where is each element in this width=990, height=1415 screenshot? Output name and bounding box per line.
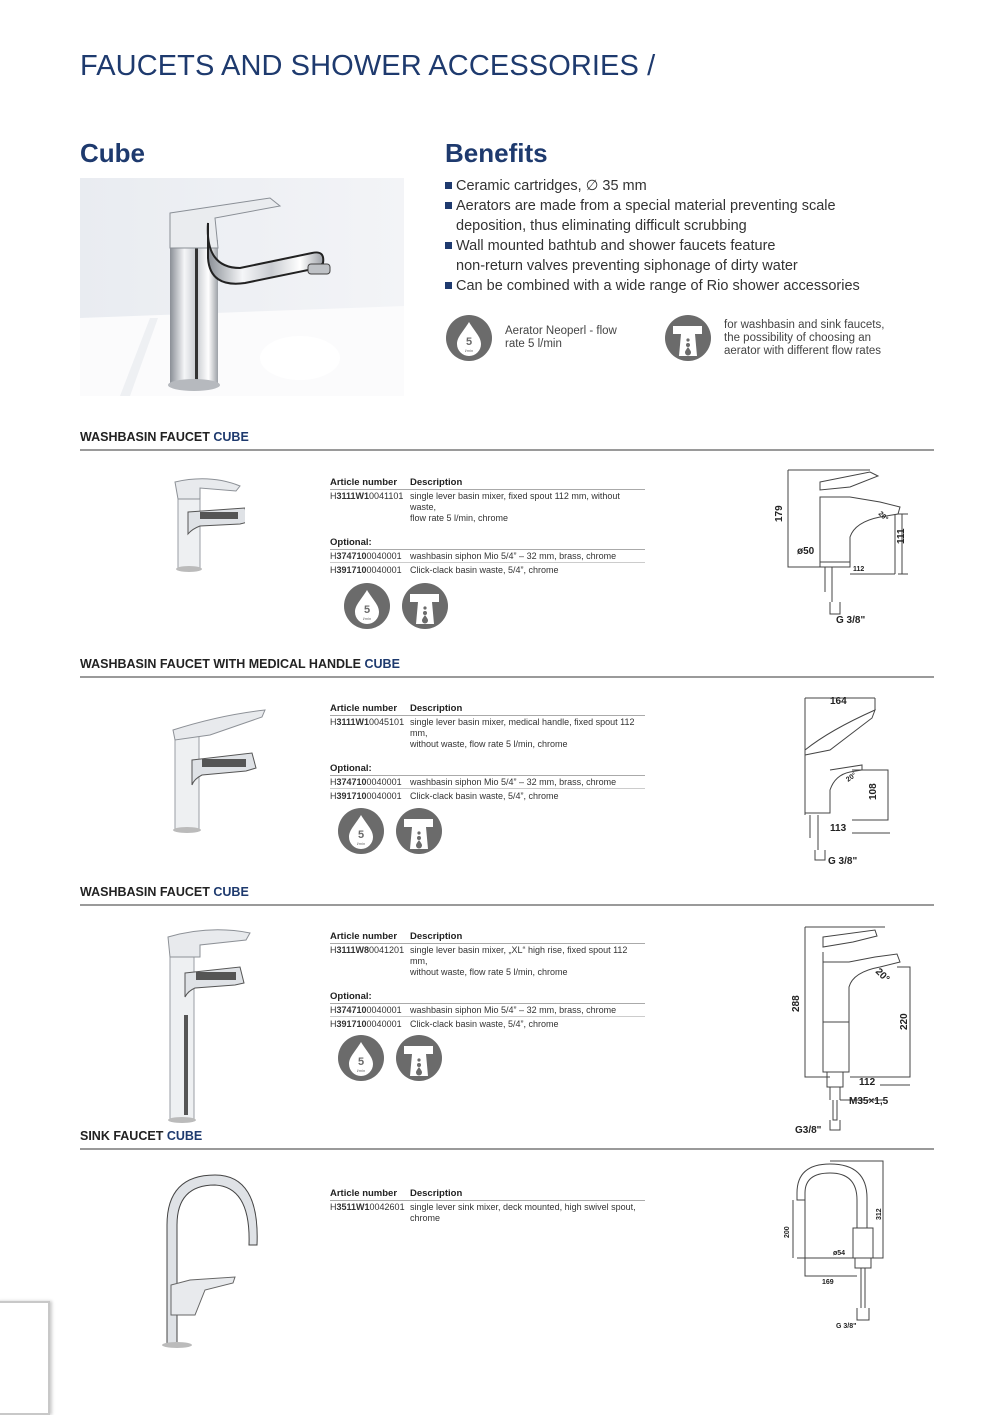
col-header-description: Description: [410, 931, 463, 942]
article-description: washbasin siphon Mio 5/4” – 32 mm, brass, chrome: [410, 1005, 617, 1015]
svg-text:l/min: l/min: [356, 841, 366, 846]
dim-diameter: ø50: [797, 546, 815, 557]
benefit-item: [445, 176, 905, 196]
section-brand: CUBE: [364, 657, 400, 671]
col-header-article: Article number: [330, 931, 398, 942]
dim-spout-height: 220: [899, 1013, 910, 1030]
feature-icons: [337, 1034, 443, 1082]
section-brand: CUBE: [213, 430, 249, 444]
section-brand: CUBE: [166, 1129, 203, 1143]
feature-icons: [343, 582, 449, 630]
dim-reach: 169: [822, 1279, 834, 1286]
table-row: [330, 1004, 645, 1017]
col-header-description: Description: [410, 703, 463, 714]
col-header-article: Article number: [330, 703, 398, 714]
section-brand: CUBE: [213, 885, 249, 899]
svg-text:5: 5: [357, 1056, 365, 1068]
article-number: H3747100040001: [330, 1005, 402, 1015]
product-photo: [170, 474, 245, 579]
section-heading: [80, 885, 934, 906]
dim-height: 288: [791, 995, 802, 1012]
aerator-flow-options-icon: [395, 1034, 443, 1082]
article-number: H3111W10045101: [330, 717, 405, 727]
dim-reach: 113: [830, 823, 847, 834]
page-tab-decoration: [0, 1301, 50, 1415]
dim-reach: 112: [853, 566, 865, 573]
article-number: H3111W10041101: [330, 491, 404, 501]
article-table: [330, 1188, 645, 1224]
svg-text:5: 5: [363, 604, 371, 616]
col-header-description: Description: [410, 477, 463, 488]
article-description: washbasin siphon Mio 5/4” – 32 mm, brass, chrome: [410, 777, 617, 787]
benefit-text: Can be combined with a wide range of Rio shower accessories: [456, 278, 860, 294]
article-description: single lever basin mixer, medical handle, fixed spout 112 mm, without waste, flow rate 5 l/min, chrome: [410, 717, 635, 749]
table-row: [330, 789, 645, 801]
benefit-text-cont: non-return valves preventing siphonage of dirty water: [456, 258, 798, 274]
product-line-heading: Cube: [80, 138, 145, 168]
dim-reach: 112: [859, 1077, 876, 1088]
benefit-text: Wall mounted bathtub and shower faucets feature: [456, 238, 776, 254]
article-number: H3917100040001: [330, 791, 402, 801]
benefits-heading: Benefits: [445, 138, 548, 168]
table-row: [330, 490, 645, 524]
feature-text: [724, 319, 884, 358]
product-photo: [145, 1165, 275, 1355]
dim-thread: G 3/8": [836, 615, 866, 626]
section-heading: [80, 657, 934, 678]
benefits-list: [445, 176, 905, 296]
svg-text:l/min: l/min: [356, 1068, 366, 1073]
table-row: [330, 1017, 645, 1029]
section-heading: [80, 1129, 934, 1150]
dim-width: 164: [830, 696, 847, 707]
feature-icons: [337, 807, 443, 855]
dim-thread: G3/8": [795, 1125, 822, 1136]
aerator-5-lmin-icon: [445, 314, 493, 362]
dim-spout-height: 111: [896, 528, 907, 544]
dim-nut: M35×1,5: [849, 1096, 889, 1107]
feature-text: [505, 325, 617, 351]
benefit-item: [445, 276, 905, 296]
dim-angle: 20°: [872, 966, 892, 985]
table-row: [330, 944, 645, 978]
technical-drawing: [770, 462, 910, 627]
section-heading: [80, 430, 934, 451]
aerator-flow-options-icon: [395, 807, 443, 855]
article-number: H3747100040001: [330, 551, 402, 561]
article-table: [330, 477, 645, 575]
article-number: H3917100040001: [330, 565, 402, 575]
dim-diameter: ø54: [833, 1250, 846, 1257]
article-description: single lever basin mixer, fixed spout 112 mm, without waste, flow rate 5 l/min, chrome: [410, 491, 620, 523]
benefit-item: [445, 196, 905, 236]
table-row: [330, 716, 645, 750]
article-description: washbasin siphon Mio 5/4” – 32 mm, brass, chrome: [410, 551, 617, 561]
optional-label: Optional:: [330, 537, 645, 550]
aerator-5-lmin-icon: [343, 582, 391, 630]
article-number: H3747100040001: [330, 777, 402, 787]
table-row: [330, 563, 645, 575]
svg-text:l/min: l/min: [362, 616, 372, 621]
aerator-flow-options-icon: [664, 314, 712, 362]
aerator-5-lmin-icon: [337, 807, 385, 855]
product-photo: [160, 925, 260, 1130]
dim-spout-height: 200: [784, 1226, 791, 1238]
benefit-text: Aerators are made from a special material preventing scale: [456, 198, 836, 214]
section-title: WASHBASIN FAUCET WITH MEDICAL HANDLE: [80, 657, 362, 671]
technical-drawing: [785, 922, 920, 1140]
section-title: SINK FAUCET: [80, 1129, 164, 1143]
benefit-text: Ceramic cartridges, ∅ 35 mm: [456, 178, 647, 194]
hero-faucet-photo: [80, 178, 404, 396]
dim-spout-height: 108: [868, 783, 879, 800]
col-header-article: Article number: [330, 1188, 398, 1199]
technical-drawing: [790, 690, 900, 870]
dim-height: 179: [774, 505, 785, 522]
feature-line: rate 5 l/min: [505, 338, 562, 350]
benefit-text-cont: deposition, thus eliminating difficult scrubbing: [456, 218, 747, 234]
product-photo: [170, 705, 270, 840]
article-description: single lever sink mixer, deck mounted, high swivel spout, chrome: [410, 1202, 636, 1223]
col-header-description: Description: [410, 1188, 463, 1199]
feature-aerator-5lmin: [445, 314, 617, 362]
feature-aerator-flow-options: [664, 314, 884, 362]
table-row: [330, 550, 645, 563]
article-number: H3511W10042601: [330, 1202, 405, 1212]
dim-thread: G 3/8": [836, 1323, 857, 1330]
table-row: [330, 1201, 645, 1224]
article-description: Click-clack basin waste, 5/4”, chrome: [410, 565, 559, 575]
article-table: [330, 703, 645, 801]
technical-drawing: [775, 1158, 895, 1333]
optional-label: Optional:: [330, 991, 645, 1004]
feature-line: the possibility of choosing an: [724, 331, 872, 344]
col-header-article: Article number: [330, 477, 398, 488]
aerator-5-lmin-icon: [337, 1034, 385, 1082]
feature-line: aerator with different flow rates: [724, 344, 882, 357]
svg-text:5: 5: [357, 829, 365, 841]
dim-angle: 20°: [876, 510, 890, 523]
article-description: single lever basin mixer, „XL“ high rise, fixed spout 112 mm, without waste, flow rate 5 l/min, chrome: [410, 945, 628, 977]
icon-number: 5: [465, 336, 473, 348]
dim-angle: 20°: [845, 771, 858, 784]
article-description: Click-clack basin waste, 5/4”, chrome: [410, 1019, 559, 1029]
feature-line: Aerator Neoperl - flow: [505, 325, 617, 337]
dim-thread: G 3/8": [828, 856, 858, 867]
section-title: WASHBASIN FAUCET: [80, 430, 210, 444]
aerator-flow-options-icon: [401, 582, 449, 630]
article-description: Click-clack basin waste, 5/4”, chrome: [410, 791, 559, 801]
article-table: [330, 931, 645, 1029]
icon-unit: l/min: [464, 348, 474, 353]
optional-label: Optional:: [330, 763, 645, 776]
article-number: H3111W80041201: [330, 945, 405, 955]
benefit-item: [445, 236, 905, 276]
page-title: FAUCETS AND SHOWER ACCESSORIES /: [80, 50, 656, 82]
feature-line: for washbasin and sink faucets,: [724, 318, 885, 331]
dim-height: 312: [876, 1208, 883, 1220]
table-row: [330, 776, 645, 789]
article-number: H3917100040001: [330, 1019, 402, 1029]
section-title: WASHBASIN FAUCET: [80, 885, 210, 899]
